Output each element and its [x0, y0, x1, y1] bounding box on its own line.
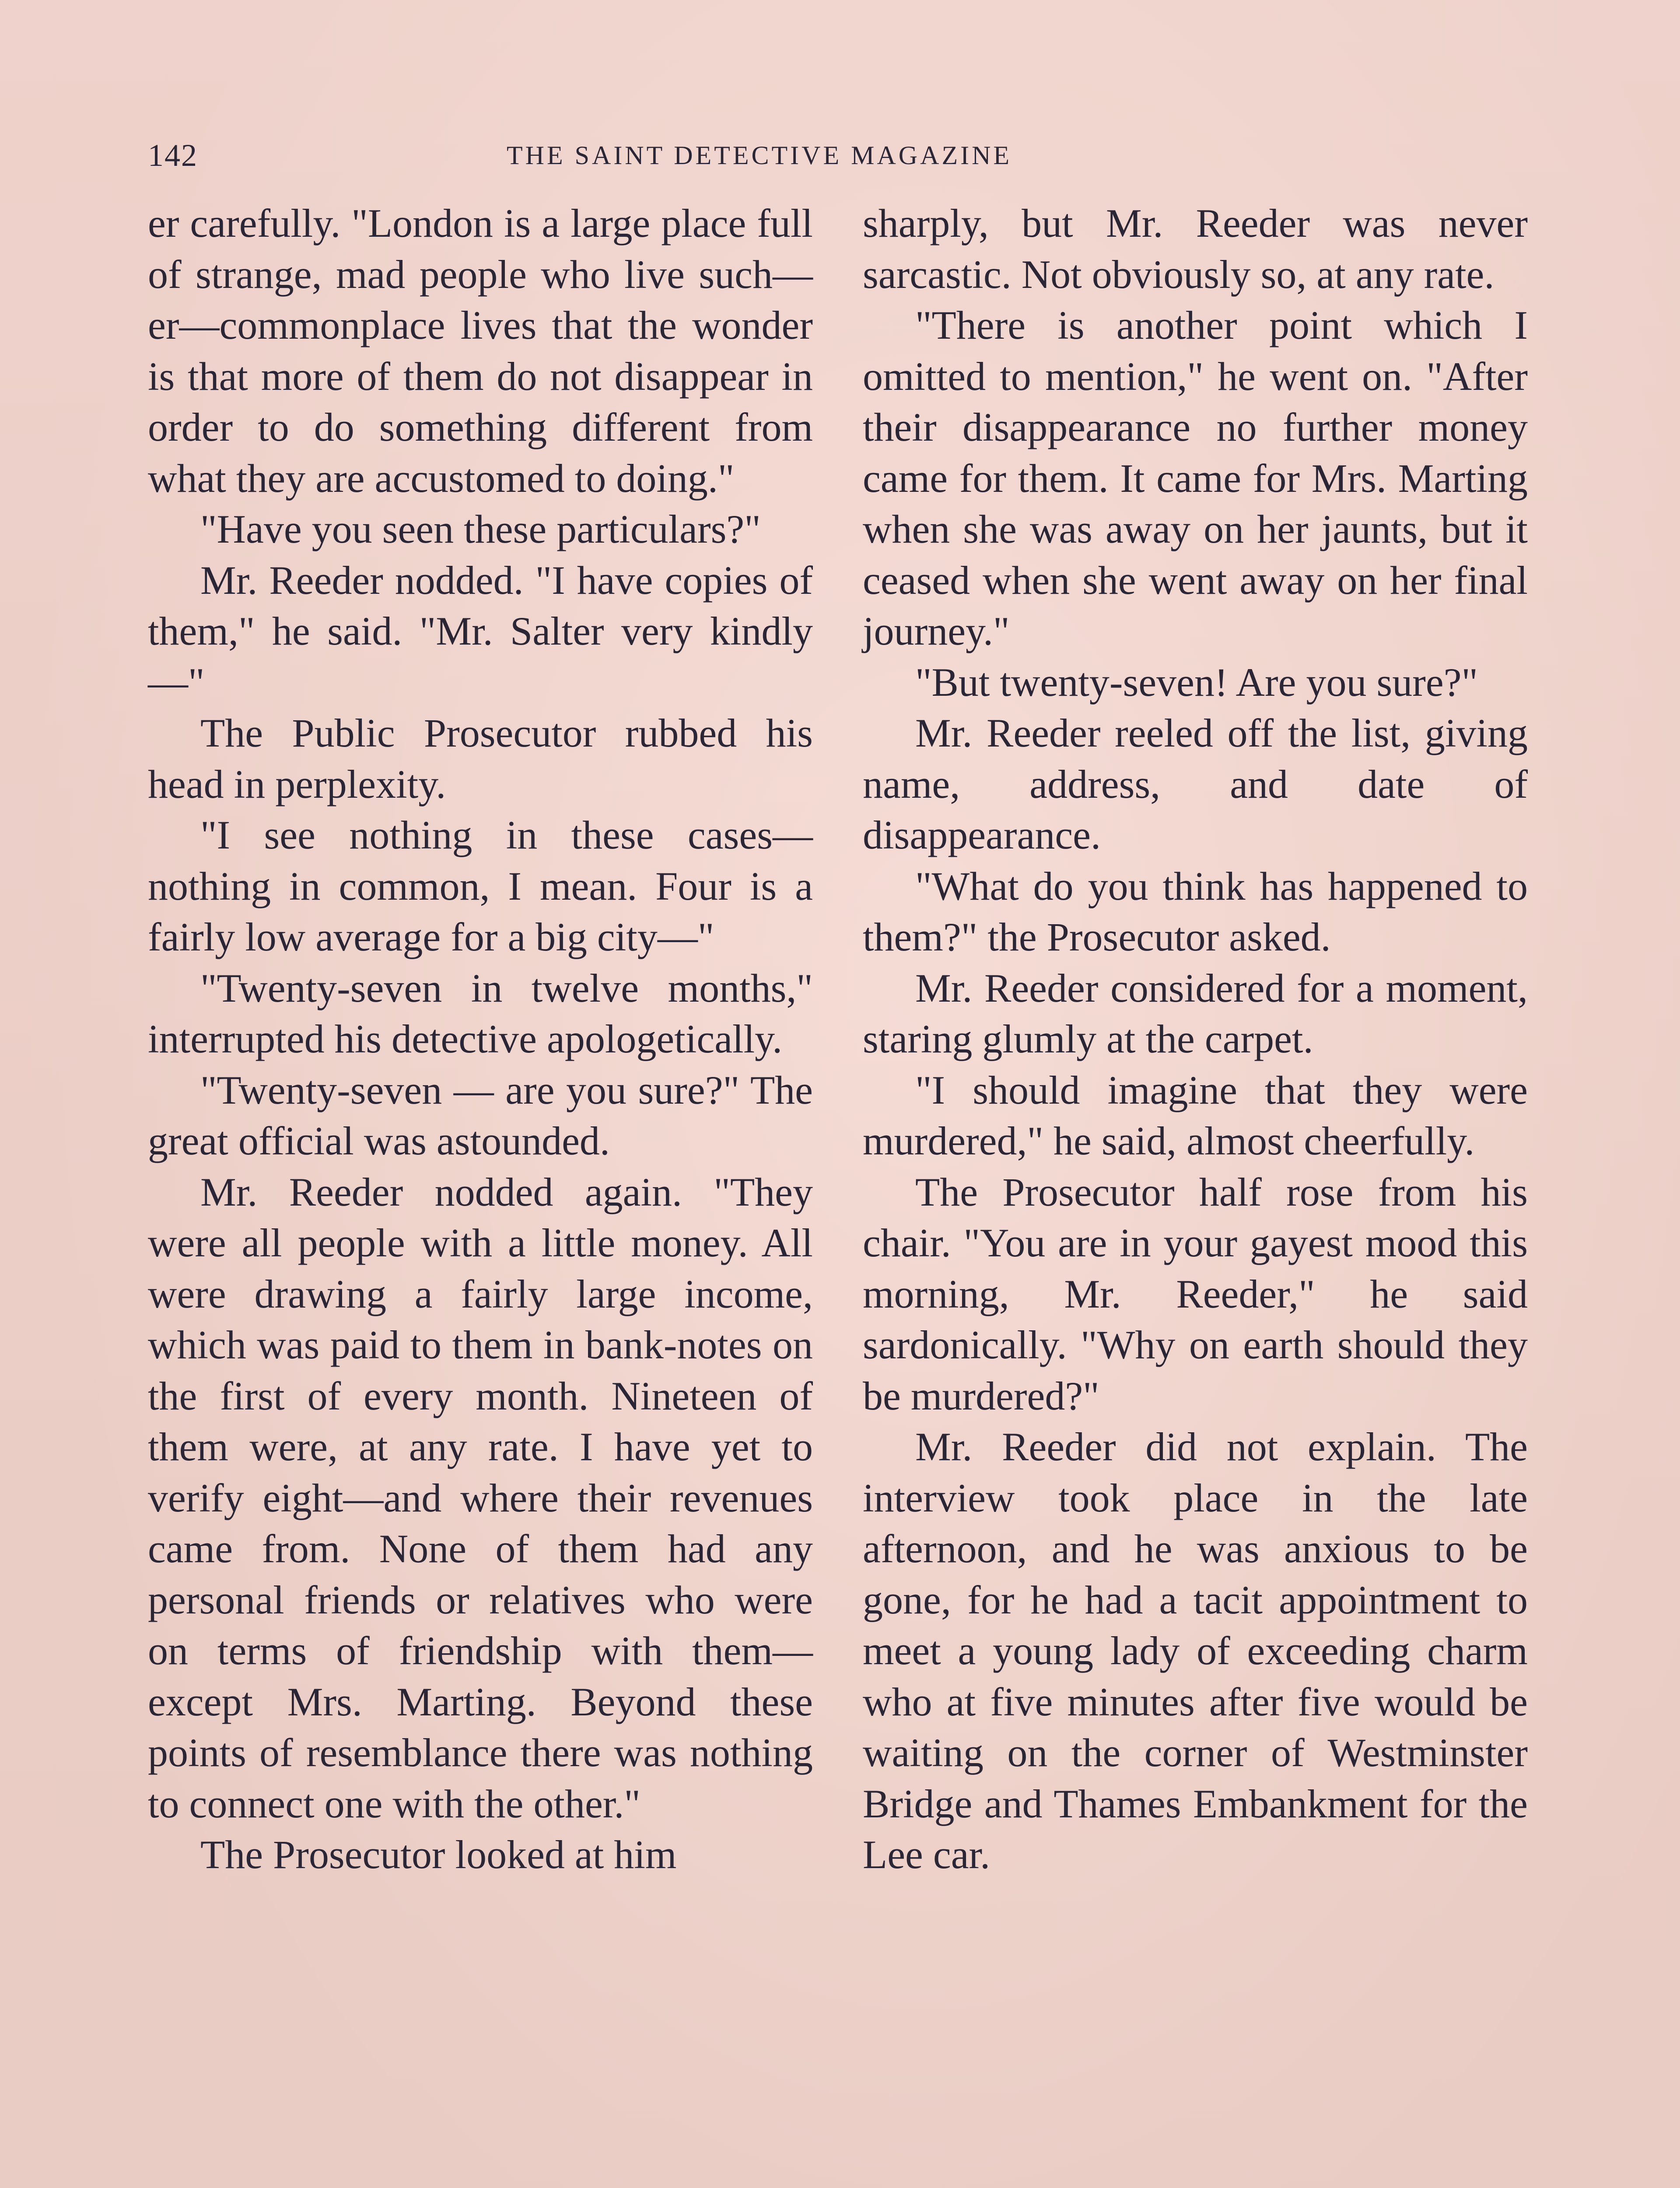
paragraph: "Twenty-seven — are you sure?" The great official was astounded. [148, 1067, 813, 1163]
paragraph: "But twenty-seven! Are you sure?" [915, 659, 1478, 705]
paragraph: Mr. Reeder considered for a moment, staring glumly at the carpet. [863, 965, 1528, 1061]
paragraph: "I should imagine that they were murdered," he said, almost cheerfully. [863, 1067, 1528, 1163]
running-head: THE SAINT DETECTIVE MAGAZINE [507, 141, 1012, 170]
paragraph: sharply, but Mr. Reeder was never sarcastic. Not obviously so, at any rate. [863, 201, 1528, 297]
paragraph: "What do you think has happened to them?" the Prosecutor asked. [863, 863, 1528, 959]
left-column [148, 198, 813, 1880]
page-header [148, 131, 1172, 179]
paragraph: "Twenty-seven in twelve months," interrupted his detective apologetically. [148, 965, 813, 1061]
paragraph: "There is another point which I omitted to mention," he went on. "After their disappearance no further money came for them. It came for Mrs. Marting when she was away on her jaunts, but it ceased when she went away on her final journey." [863, 303, 1528, 653]
paragraph: "Have you seen these particulars?" [200, 507, 761, 551]
paragraph: er carefully. "London is a large place full of strange, mad people who live such—er—commonplace lives that the wonder is that more of them do not disappear in order to do something different from what they are accustomed to doing." [148, 201, 813, 501]
paragraph: The Public Prosecutor rubbed his head in perplexity. [148, 711, 813, 806]
paragraph: The Prosecutor half rose from his chair. "You are in your gayest mood this morning, Mr. Reeder," he said sardonically. "Why on earth should they be murdered?" [863, 1169, 1528, 1418]
paragraph: Mr. Reeder reeled off the list, giving name, address, and date of disappearance. [863, 711, 1528, 857]
paragraph: Mr. Reeder nodded. "I have copies of them," he said. "Mr. Salter very kindly—" [148, 558, 813, 705]
paragraph: "I see nothing in these cases—nothing in common, I mean. Four is a fairly low average for a big city—" [148, 813, 813, 959]
right-column [863, 198, 1528, 1880]
paragraph: Mr. Reeder nodded again. "They were all people with a little money. All were drawing a fairly large income, which was paid to them in bank-notes on the first of every month. Nineteen of them were, at any rate. I have yet to verify eight—and where their revenues came from. None of them had any personal friends or relatives who were on terms of friendship with them—except Mrs. Marting. Beyond these points of resemblance there was nothing to connect one with the other." [148, 1169, 813, 1826]
paragraph: Mr. Reeder did not explain. The interview took place in the late afternoon, and he was anxious to be gone, for he had a tacit appointment to meet a young lady of exceeding charm who at five minutes after five would be waiting on the corner of Westminster Bridge and Thames Embankment for the Lee car. [863, 1424, 1528, 1877]
page-number: 142 [148, 138, 198, 173]
paragraph: The Prosecutor looked at him [200, 1832, 677, 1877]
